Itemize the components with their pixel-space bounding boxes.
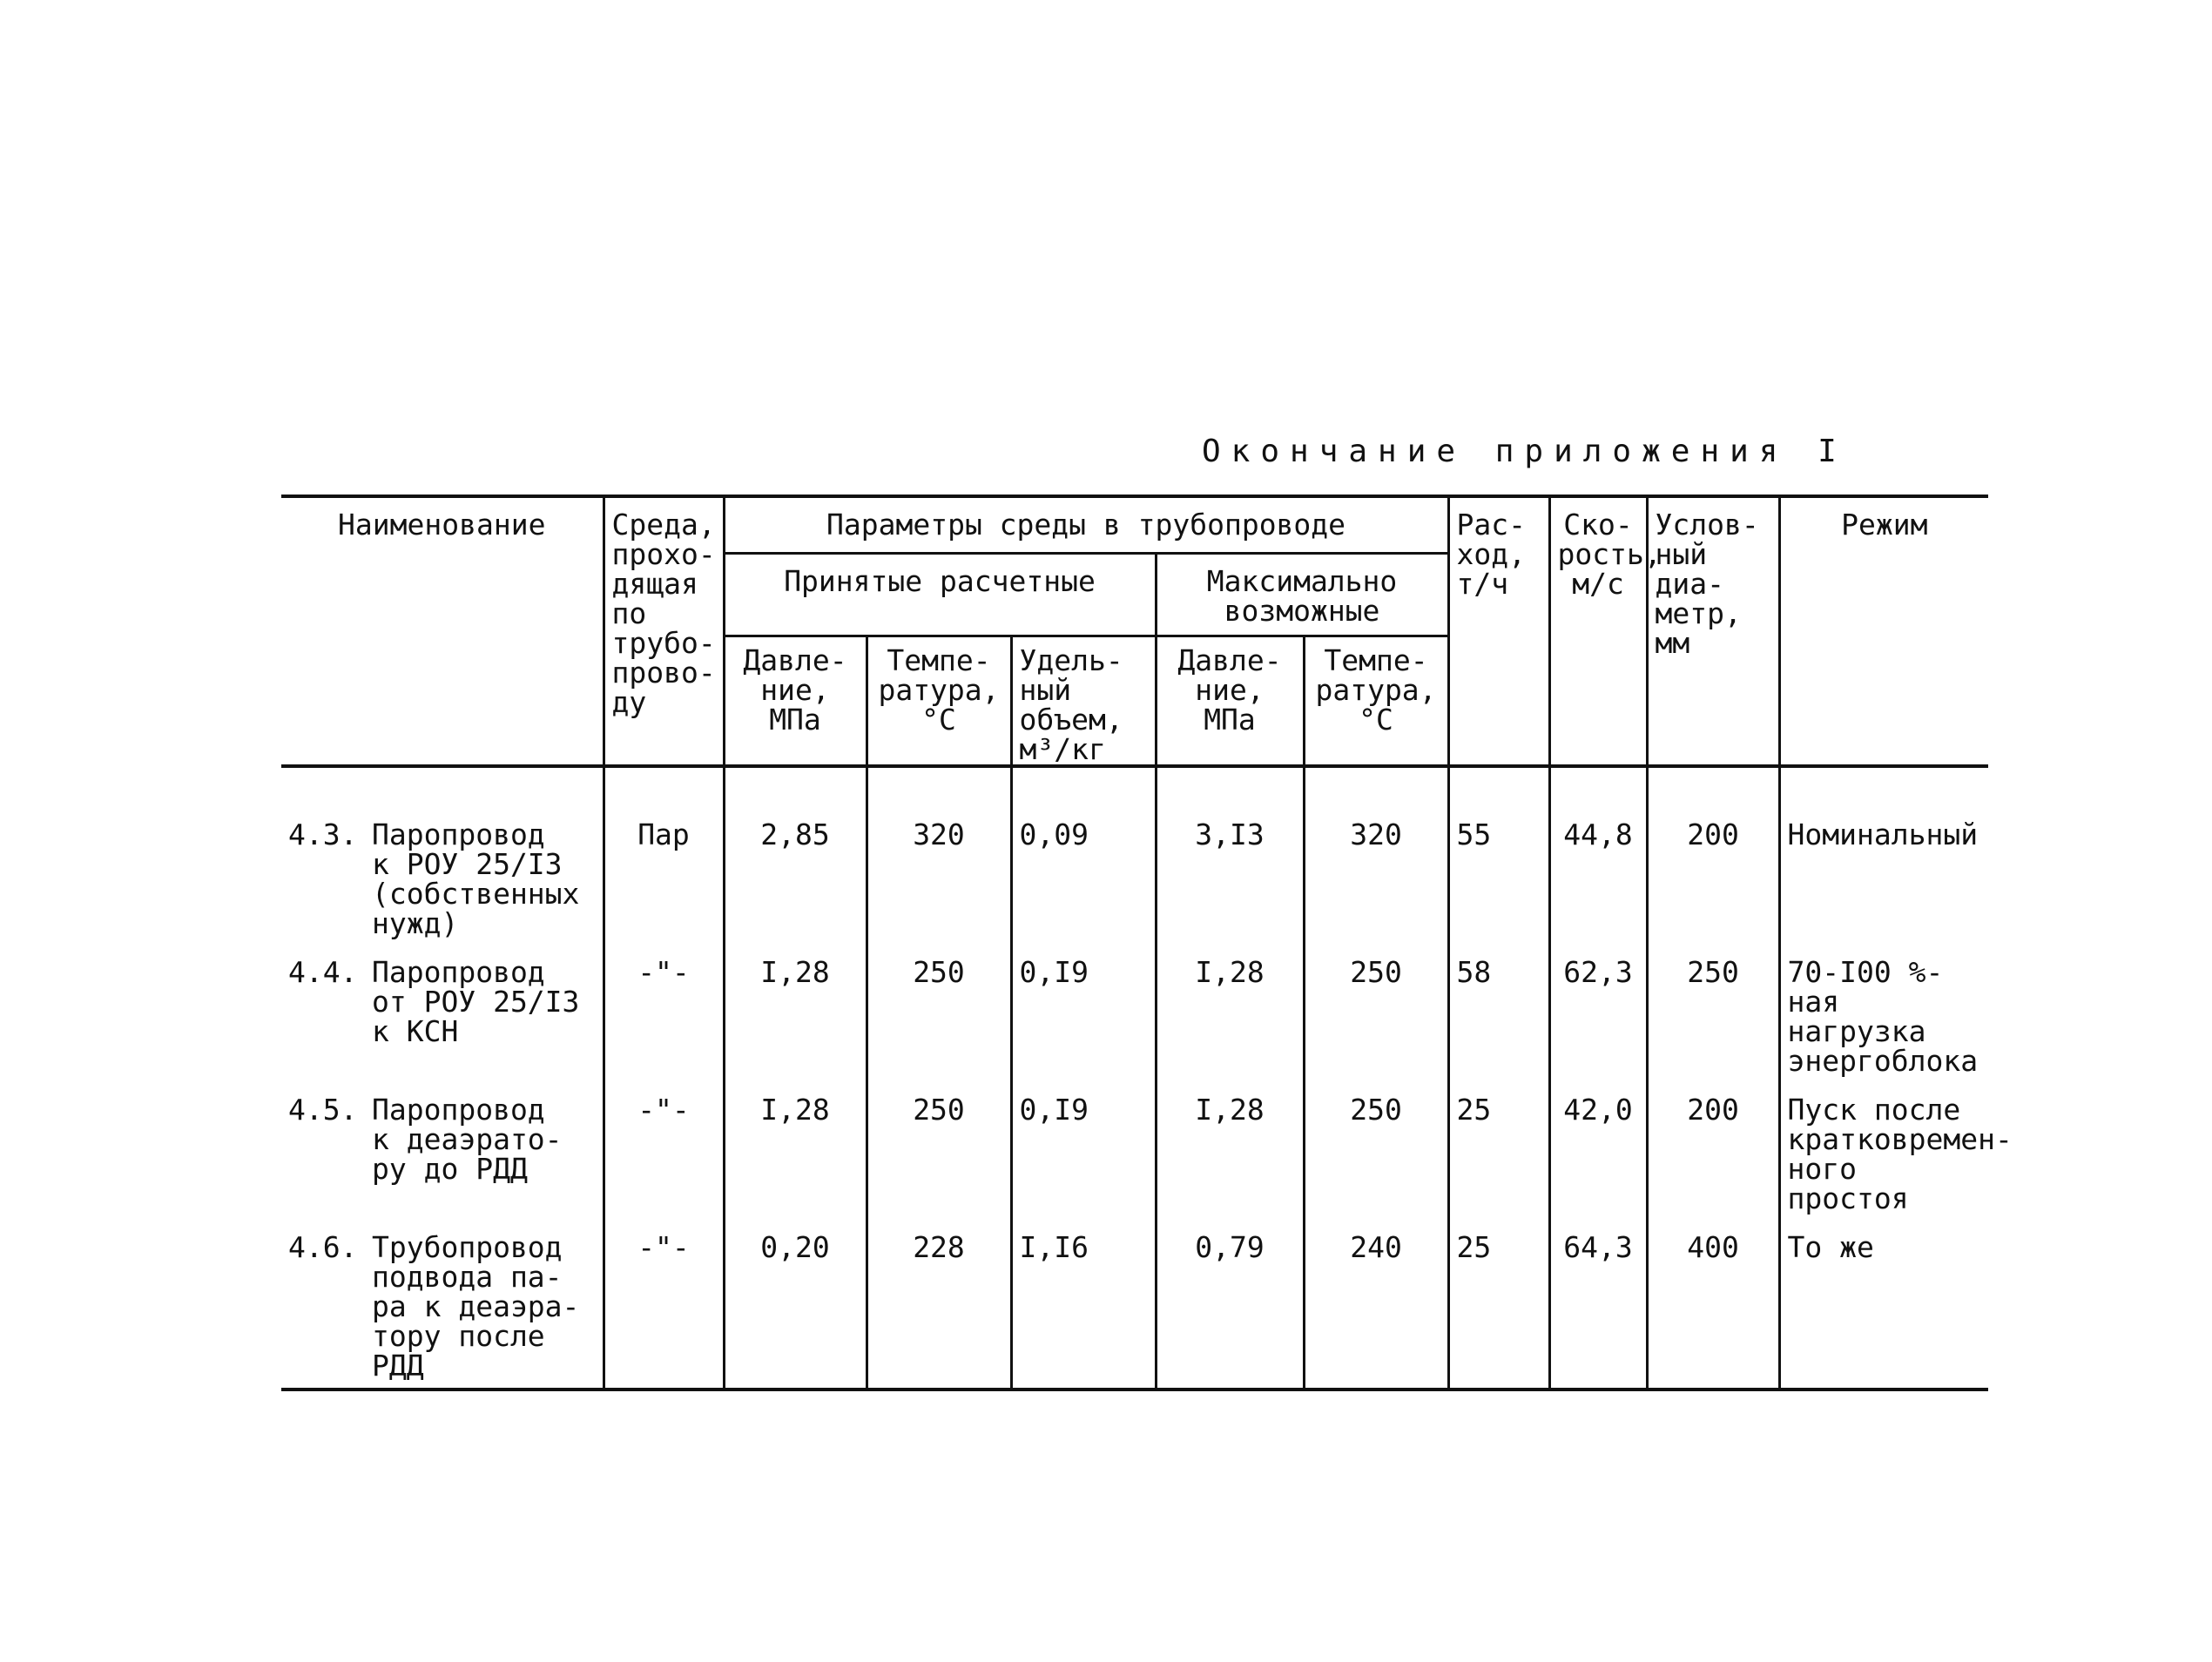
velocity-cell: 42,0 [1549,1083,1647,1221]
calc-temperature-cell: 250 [867,1083,1011,1221]
header-diameter: Услов- ный диа- метр, мм [1647,496,1779,766]
row-number: 4.6. [288,1230,358,1264]
calc-pressure-cell: I,28 [724,945,867,1083]
row-name: Трубопровод подвода па- ра к деаэра- тору после РДД [372,1230,580,1383]
flow-cell: 58 [1448,945,1549,1083]
calc-specific-volume-cell: 0,I9 [1011,945,1156,1083]
table-row [281,766,1988,945]
name-cell [281,1221,604,1389]
medium-cell: -"- [604,1221,724,1389]
diameter-cell: 200 [1647,1083,1779,1221]
medium-cell: Пар [604,766,724,945]
header-calc-specific-volume: Удель- ный объем, м³/кг [1011,636,1156,767]
medium-cell: -"- [604,1083,724,1221]
header-regime: Режим [1779,496,1988,766]
calc-pressure-cell: 2,85 [724,766,867,945]
header-calc-pressure: Давле- ние, МПа [724,636,867,767]
regime-cell: Номинальный [1779,766,1988,945]
name-cell [281,945,604,1083]
calc-specific-volume-cell: 0,I9 [1011,1083,1156,1221]
velocity-cell: 64,3 [1549,1221,1647,1389]
header-params-group: Параметры среды в трубопроводе [724,496,1448,554]
header-calc-temperature: Темпе- ратура, °С [867,636,1011,767]
header-flow: Рас- ход, т/ч [1448,496,1549,766]
header-max-pressure: Давле- ние, МПа [1156,636,1304,767]
calc-specific-volume-cell: I,I6 [1011,1221,1156,1389]
max-temperature-cell: 240 [1304,1221,1448,1389]
header-medium: Среда, прохо- дящая по трубо- прово- ду [604,496,724,766]
calc-temperature-cell: 228 [867,1221,1011,1389]
calc-pressure-cell: I,28 [724,1083,867,1221]
row-name: Паропровод к деаэрато- ру до РДД [372,1093,563,1186]
row-name: Паропровод к РОУ 25/I3 (собственных нужд) [372,818,580,940]
flow-cell: 25 [1448,1083,1549,1221]
header-velocity: Ско- рость, м/с [1549,496,1647,766]
appendix-caption: Окончание приложения I [1202,434,1847,469]
max-temperature-cell: 320 [1304,766,1448,945]
regime-cell: То же [1779,1221,1988,1389]
max-pressure-cell: I,28 [1156,945,1304,1083]
name-cell [281,1083,604,1221]
table-row [281,1083,1988,1221]
diameter-cell: 200 [1647,766,1779,945]
row-number: 4.4. [288,955,358,989]
diameter-cell: 250 [1647,945,1779,1083]
velocity-cell: 62,3 [1549,945,1647,1083]
calc-temperature-cell: 320 [867,766,1011,945]
velocity-cell: 44,8 [1549,766,1647,945]
table-row [281,945,1988,1083]
header-name: Наименование [281,496,604,766]
header-max-group: Максимально возможные [1156,554,1448,636]
header-max-temperature: Темпе- ратура, °С [1304,636,1448,767]
flow-cell: 55 [1448,766,1549,945]
calc-temperature-cell: 250 [867,945,1011,1083]
max-pressure-cell: 3,I3 [1156,766,1304,945]
flow-cell: 25 [1448,1221,1549,1389]
diameter-cell: 400 [1647,1221,1779,1389]
row-number: 4.5. [288,1093,358,1127]
row-name: Паропровод от РОУ 25/I3 к КСН [372,955,580,1048]
parameters-table [281,495,2013,1391]
medium-cell: -"- [604,945,724,1083]
header-calc-group: Принятые расчетные [724,554,1156,636]
row-number: 4.3. [288,818,358,851]
max-temperature-cell: 250 [1304,1083,1448,1221]
max-temperature-cell: 250 [1304,945,1448,1083]
calc-pressure-cell: 0,20 [724,1221,867,1389]
calc-specific-volume-cell: 0,09 [1011,766,1156,945]
max-pressure-cell: 0,79 [1156,1221,1304,1389]
max-pressure-cell: I,28 [1156,1083,1304,1221]
regime-cell: Пуск после кратковремен- ного простоя [1779,1083,1988,1221]
regime-cell: 70-I00 %-ная нагрузка энергоблока [1779,945,1988,1083]
name-cell [281,766,604,945]
table-row [281,1221,1988,1389]
